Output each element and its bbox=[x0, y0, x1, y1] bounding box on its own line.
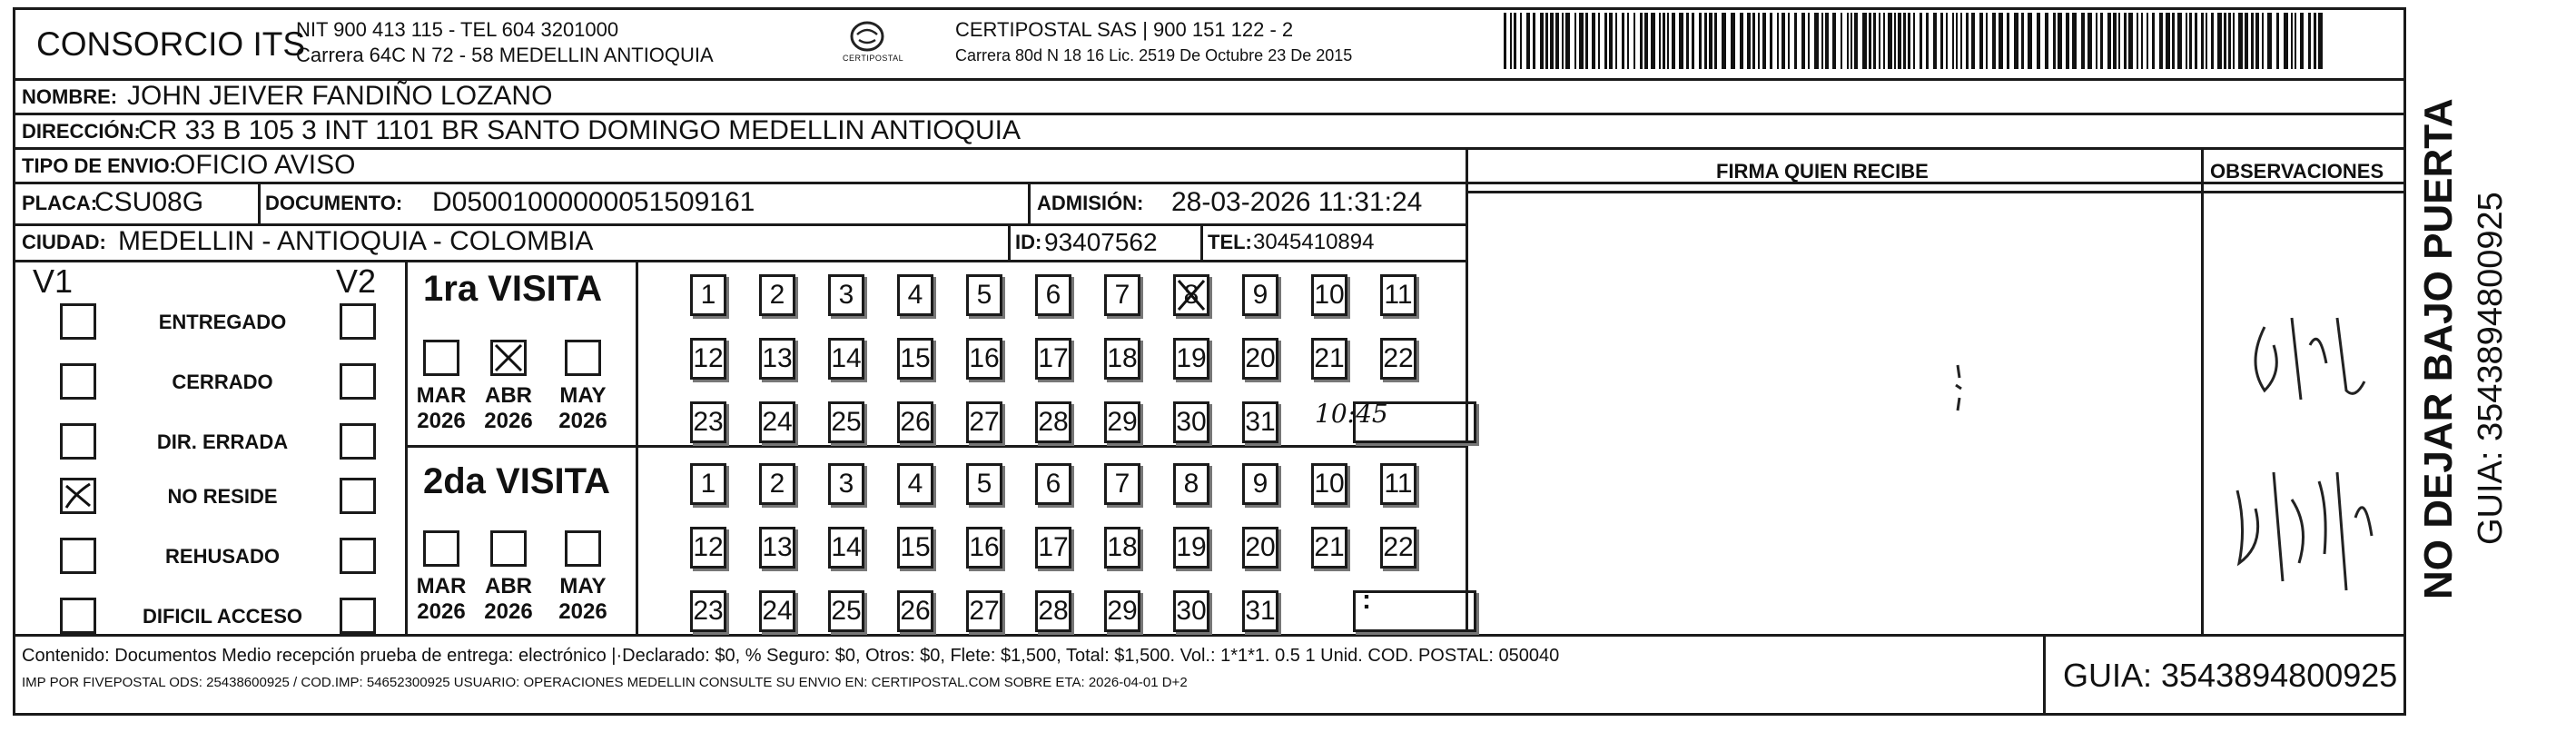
month-label bbox=[545, 574, 621, 624]
day-number: 19 bbox=[1176, 532, 1207, 562]
day-number: 27 bbox=[969, 596, 1000, 626]
day-number: 14 bbox=[831, 343, 862, 373]
day-box[interactable] bbox=[1104, 274, 1140, 316]
day-number: 12 bbox=[693, 343, 724, 373]
day-box[interactable] bbox=[828, 338, 864, 380]
day-number: 24 bbox=[762, 407, 793, 437]
day-box[interactable] bbox=[1242, 338, 1278, 380]
admision-value: 28-03-2026 11:31:24 bbox=[1171, 187, 1423, 217]
day-box[interactable] bbox=[1311, 463, 1347, 505]
v2-checkbox[interactable] bbox=[340, 363, 376, 400]
side-guia: GUIA: 3543894800925 bbox=[2472, 192, 2510, 545]
day-box[interactable] bbox=[897, 338, 933, 380]
day-box[interactable] bbox=[1311, 527, 1347, 569]
visit-2-title: 2da VISITA bbox=[423, 461, 610, 501]
month-year: 2026 bbox=[484, 598, 533, 624]
month-checkbox[interactable] bbox=[423, 340, 459, 376]
day-box[interactable] bbox=[690, 401, 726, 443]
footer-imp: IMP POR FIVEPOSTAL ODS: 25438600925 / COD.IMP: 54652300925 USUARIO: OPERACIONES MEDELLIN CONSULTE SU ENVIO EN: CERTIPOSTAL.COM SOBRE ETA: 2026-04-01 D+2 bbox=[22, 675, 1188, 690]
day-box[interactable] bbox=[690, 463, 726, 505]
month-name: ABR bbox=[485, 574, 532, 598]
day-number: 16 bbox=[969, 343, 1000, 373]
day-box[interactable] bbox=[1104, 590, 1140, 632]
day-box[interactable] bbox=[828, 463, 864, 505]
day-box[interactable] bbox=[690, 590, 726, 632]
day-number: 10 bbox=[1314, 280, 1345, 310]
day-box[interactable] bbox=[759, 590, 795, 632]
day-number: 12 bbox=[693, 532, 724, 562]
month-year: 2026 bbox=[558, 598, 607, 624]
day-number: 20 bbox=[1245, 343, 1276, 373]
id-label: ID: bbox=[1015, 231, 1042, 253]
day-number: 16 bbox=[969, 532, 1000, 562]
v1-checkbox[interactable] bbox=[60, 538, 96, 574]
day-number: 1 bbox=[700, 469, 716, 499]
month-label bbox=[403, 574, 479, 624]
v1-label: V1 bbox=[33, 262, 74, 300]
month-year: 2026 bbox=[417, 408, 466, 433]
day-box[interactable] bbox=[1380, 338, 1416, 380]
day-number: 26 bbox=[900, 407, 931, 437]
day-box[interactable] bbox=[759, 401, 795, 443]
day-number: 31 bbox=[1245, 407, 1276, 437]
month-checkbox[interactable] bbox=[423, 530, 459, 567]
day-number: 18 bbox=[1107, 532, 1138, 562]
documento-label: DOCUMENTO: bbox=[265, 192, 403, 214]
day-box[interactable] bbox=[759, 338, 795, 380]
status-option-label: CERRADO bbox=[172, 371, 273, 393]
day-box[interactable] bbox=[966, 527, 1002, 569]
day-box[interactable] bbox=[1242, 463, 1278, 505]
month-name: MAY bbox=[559, 574, 607, 598]
day-box[interactable] bbox=[1242, 401, 1278, 443]
month-checkbox[interactable] bbox=[490, 340, 527, 376]
day-number: 30 bbox=[1176, 407, 1207, 437]
status-option-label: REHUSADO bbox=[165, 545, 280, 568]
day-box[interactable] bbox=[1173, 527, 1209, 569]
company-address: Carrera 64C N 72 - 58 MEDELLIN ANTIOQUIA bbox=[296, 44, 714, 66]
day-box[interactable] bbox=[759, 274, 795, 316]
placa-value: CSU08G bbox=[94, 187, 204, 217]
day-number: 3 bbox=[838, 280, 854, 310]
tipo-envio-value: OFICIO AVISO bbox=[174, 150, 356, 180]
day-number: 4 bbox=[907, 469, 923, 499]
day-box[interactable] bbox=[897, 590, 933, 632]
month-name: MAR bbox=[416, 383, 467, 408]
day-box[interactable] bbox=[759, 463, 795, 505]
day-number: 13 bbox=[762, 343, 793, 373]
footer-contenido: Contenido: Documentos Medio recepción prueba de entrega: electrónico |·Declarado: $0, % Seguro: $0, Otros: $0, Flete: $1,500, Total: $1,500. Vol.: 1*1*1. 0.5 1 Unid. COD. POSTAL: 050040 bbox=[22, 646, 1560, 666]
footer-guia: GUIA: 3543894800925 bbox=[2063, 657, 2398, 694]
status-option-label: ENTREGADO bbox=[158, 311, 287, 333]
day-number: 31 bbox=[1245, 596, 1276, 626]
v2-checkbox[interactable] bbox=[340, 303, 376, 340]
day-box[interactable] bbox=[1035, 401, 1071, 443]
v2-checkbox[interactable] bbox=[340, 423, 376, 460]
day-box[interactable] bbox=[1035, 338, 1071, 380]
company-name: CONSORCIO ITS bbox=[36, 25, 306, 63]
v2-checkbox[interactable] bbox=[340, 478, 376, 514]
day-number: 5 bbox=[976, 280, 992, 310]
day-number: 23 bbox=[693, 596, 724, 626]
day-box[interactable] bbox=[1380, 527, 1416, 569]
day-box[interactable] bbox=[828, 590, 864, 632]
v1-checkbox[interactable] bbox=[60, 598, 96, 634]
day-box[interactable] bbox=[759, 527, 795, 569]
month-checkbox[interactable] bbox=[565, 340, 601, 376]
day-number: 2 bbox=[769, 280, 785, 310]
day-number: 18 bbox=[1107, 343, 1138, 373]
month-label bbox=[470, 574, 547, 624]
day-number: 11 bbox=[1384, 469, 1413, 499]
month-checkbox[interactable] bbox=[565, 530, 601, 567]
day-number: 14 bbox=[831, 532, 862, 562]
day-box[interactable] bbox=[828, 527, 864, 569]
day-box[interactable] bbox=[1173, 463, 1209, 505]
status-option-label: DIR. ERRADA bbox=[156, 430, 289, 453]
placa-label: PLACA: bbox=[22, 192, 98, 214]
day-number: 20 bbox=[1245, 532, 1276, 562]
v1-checkbox[interactable] bbox=[60, 303, 96, 340]
month-name: ABR bbox=[485, 383, 532, 408]
day-number: 30 bbox=[1176, 596, 1207, 626]
day-box[interactable] bbox=[966, 590, 1002, 632]
tipo-envio-label: TIPO DE ENVIO: bbox=[22, 154, 176, 177]
day-box[interactable] bbox=[1104, 527, 1140, 569]
month-year: 2026 bbox=[558, 408, 607, 433]
v2-label: V2 bbox=[336, 262, 377, 300]
day-box[interactable] bbox=[690, 527, 726, 569]
visit-1-title: 1ra VISITA bbox=[423, 269, 603, 309]
day-number: 13 bbox=[762, 532, 793, 562]
month-label bbox=[545, 383, 621, 433]
day-box[interactable] bbox=[1104, 401, 1140, 443]
ciudad-label: CIUDAD: bbox=[22, 231, 106, 253]
month-checkbox[interactable] bbox=[490, 530, 527, 567]
day-box[interactable] bbox=[1311, 338, 1347, 380]
day-number: 28 bbox=[1038, 596, 1069, 626]
day-number: 10 bbox=[1314, 469, 1345, 499]
day-number: 11 bbox=[1384, 280, 1413, 310]
day-box[interactable] bbox=[966, 463, 1002, 505]
day-box[interactable] bbox=[1104, 463, 1140, 505]
day-number: 28 bbox=[1038, 407, 1069, 437]
day-box[interactable] bbox=[690, 338, 726, 380]
day-number: 5 bbox=[976, 469, 992, 499]
status-option-label: DIFICIL ACCESO bbox=[142, 605, 302, 628]
day-box[interactable] bbox=[1173, 401, 1209, 443]
day-number: 15 bbox=[900, 532, 931, 562]
month-label bbox=[403, 383, 479, 433]
day-box[interactable] bbox=[1173, 274, 1209, 316]
signature-mark bbox=[1952, 361, 1970, 416]
day-number: 21 bbox=[1314, 532, 1345, 562]
id-value: 93407562 bbox=[1044, 228, 1158, 256]
day-box[interactable] bbox=[1173, 338, 1209, 380]
certipostal-logo-icon bbox=[837, 18, 904, 67]
month-year: 2026 bbox=[417, 598, 466, 624]
day-number: 24 bbox=[762, 596, 793, 626]
day-box[interactable] bbox=[966, 401, 1002, 443]
day-number: 2 bbox=[769, 469, 785, 499]
day-number: 8 bbox=[1183, 280, 1199, 310]
day-number: 4 bbox=[907, 280, 923, 310]
day-box[interactable] bbox=[1380, 274, 1416, 316]
day-number: 25 bbox=[831, 407, 862, 437]
day-box[interactable] bbox=[828, 401, 864, 443]
certipostal-address: Carrera 80d N 18 16 Lic. 2519 De Octubre 23 De 2015 bbox=[955, 46, 1353, 64]
documento-value: D05001000000051509161 bbox=[432, 187, 755, 217]
v2-checkbox[interactable] bbox=[340, 538, 376, 574]
day-number: 19 bbox=[1176, 343, 1207, 373]
day-box[interactable] bbox=[1104, 338, 1140, 380]
status-option-label: NO RESIDE bbox=[167, 485, 278, 508]
day-box[interactable] bbox=[1035, 527, 1071, 569]
day-number: 22 bbox=[1383, 343, 1414, 373]
day-box[interactable] bbox=[897, 527, 933, 569]
day-box[interactable] bbox=[1035, 590, 1071, 632]
day-number: 22 bbox=[1383, 532, 1414, 562]
day-number: 17 bbox=[1038, 532, 1069, 562]
day-box[interactable] bbox=[828, 274, 864, 316]
day-number: 17 bbox=[1038, 343, 1069, 373]
visit-1-time: 10:45 bbox=[1315, 399, 1388, 429]
day-number: 9 bbox=[1252, 469, 1268, 499]
day-box[interactable] bbox=[897, 274, 933, 316]
company-nit: NIT 900 413 115 - TEL 604 3201000 bbox=[296, 18, 619, 41]
v2-checkbox[interactable] bbox=[340, 598, 376, 634]
day-number: 29 bbox=[1107, 407, 1138, 437]
month-name: MAY bbox=[559, 383, 607, 408]
nombre-label: NOMBRE: bbox=[22, 85, 118, 108]
tel-label: TEL: bbox=[1208, 231, 1252, 253]
day-box[interactable] bbox=[690, 274, 726, 316]
day-number: 3 bbox=[838, 469, 854, 499]
day-number: 29 bbox=[1107, 596, 1138, 626]
day-box[interactable] bbox=[1242, 590, 1278, 632]
day-number: 23 bbox=[693, 407, 724, 437]
v1-checkbox[interactable] bbox=[60, 423, 96, 460]
direccion-value: CR 33 B 105 3 INT 1101 BR SANTO DOMINGO MEDELLIN ANTIOQUIA bbox=[138, 115, 1021, 145]
day-number: 9 bbox=[1252, 280, 1268, 310]
day-number: 26 bbox=[900, 596, 931, 626]
day-number: 21 bbox=[1314, 343, 1345, 373]
month-label bbox=[470, 383, 547, 433]
day-number: 1 bbox=[700, 280, 716, 310]
day-box[interactable] bbox=[1035, 274, 1071, 316]
tel-value: 3045410894 bbox=[1253, 230, 1375, 254]
day-number: 27 bbox=[969, 407, 1000, 437]
day-number: 8 bbox=[1183, 469, 1199, 499]
nombre-value: JOHN JEIVER FANDIÑO LOZANO bbox=[127, 81, 553, 111]
certipostal-name: CERTIPOSTAL SAS | 900 151 122 - 2 bbox=[955, 18, 1294, 41]
day-box[interactable] bbox=[1380, 463, 1416, 505]
day-box[interactable] bbox=[897, 463, 933, 505]
day-box[interactable] bbox=[1173, 590, 1209, 632]
time-box[interactable] bbox=[1353, 590, 1476, 632]
observaciones-header: OBSERVACIONES bbox=[2210, 160, 2384, 183]
v1-checkbox[interactable] bbox=[60, 363, 96, 400]
day-number: 7 bbox=[1114, 469, 1130, 499]
firma-header: FIRMA QUIEN RECIBE bbox=[1716, 160, 1929, 183]
day-box[interactable] bbox=[1242, 274, 1278, 316]
day-box[interactable] bbox=[897, 401, 933, 443]
side-notice: NO DEJAR BAJO PUERTA bbox=[2416, 98, 2461, 599]
day-number: 7 bbox=[1114, 280, 1130, 310]
day-box[interactable] bbox=[1311, 274, 1347, 316]
ciudad-value: MEDELLIN - ANTIOQUIA - COLOMBIA bbox=[118, 226, 594, 256]
day-number: 6 bbox=[1045, 469, 1061, 499]
logo-text: CERTIPOSTAL bbox=[843, 54, 904, 63]
month-name: MAR bbox=[416, 574, 467, 598]
admision-label: ADMISIÓN: bbox=[1037, 192, 1144, 214]
direccion-label: DIRECCIÓN: bbox=[22, 120, 141, 143]
day-box[interactable] bbox=[966, 274, 1002, 316]
day-number: 6 bbox=[1045, 280, 1061, 310]
day-number: 15 bbox=[900, 343, 931, 373]
visit-2-time: : bbox=[1362, 585, 1371, 615]
day-box[interactable] bbox=[1242, 527, 1278, 569]
barcode bbox=[1504, 13, 2330, 69]
month-year: 2026 bbox=[484, 408, 533, 433]
v1-checkbox[interactable] bbox=[60, 478, 96, 514]
day-number: 25 bbox=[831, 596, 862, 626]
day-box[interactable] bbox=[1035, 463, 1071, 505]
observations-handwriting bbox=[2210, 291, 2392, 636]
day-box[interactable] bbox=[966, 338, 1002, 380]
